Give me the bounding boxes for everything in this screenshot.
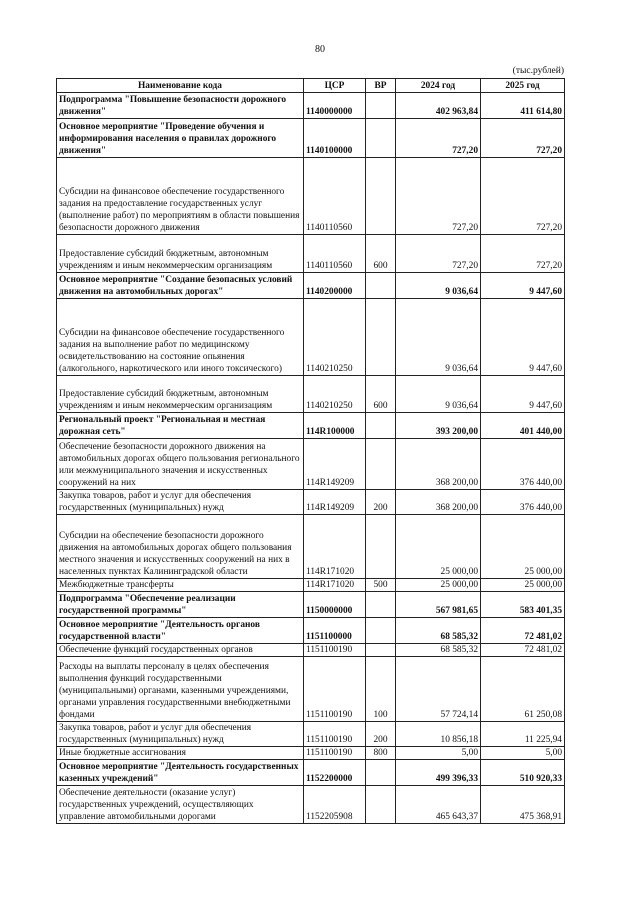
cell-2024: 727,20 [396,235,481,273]
cell-name: Основное мероприятие "Проведение обучения и информирования населения о правилах дорожного движения" [57,119,304,158]
units-label: (тыс.рублей) [512,66,564,76]
cell-vr: 200 [366,490,396,515]
cell-csr: 1140200000 [304,273,366,299]
table-row [57,158,565,235]
cell-name: Межбюджетные трансферты [57,579,304,592]
cell-vr [366,515,396,579]
table-row [57,235,565,273]
cell-2025: 401 440,00 [481,413,565,439]
cell-name: Закупка товаров, работ и услуг для обеспечения государственных (муниципальных) нужд [57,722,304,747]
cell-2025: 9 447,60 [481,273,565,299]
cell-name: Подпрограмма "Обеспечение реализации государственной программы" [57,592,304,618]
table-row [57,299,565,376]
header-csr: ЦСР [304,79,366,93]
cell-csr: 114R149209 [304,490,366,515]
cell-2025: 475 368,91 [481,786,565,824]
cell-csr: 1151100190 [304,644,366,657]
cell-2024: 727,20 [396,158,481,235]
cell-2024: 402 963,84 [396,93,481,119]
cell-vr: 800 [366,747,396,760]
cell-2024: 9 036,64 [396,299,481,376]
table-header-row [57,79,565,93]
cell-csr: 1140100000 [304,119,366,158]
cell-2024: 68 585,32 [396,644,481,657]
cell-name: Основное мероприятие "Деятельность органов государственной власти" [57,618,304,644]
cell-2024: 5,00 [396,747,481,760]
cell-2025: 376 440,00 [481,439,565,490]
cell-2024: 68 585,32 [396,618,481,644]
cell-vr: 100 [366,657,396,722]
cell-2024: 368 200,00 [396,439,481,490]
cell-2024: 9 036,64 [396,376,481,413]
cell-2025: 25 000,00 [481,515,565,579]
page-number: 80 [315,44,325,55]
cell-2024: 727,20 [396,119,481,158]
cell-2024: 57 724,14 [396,657,481,722]
cell-csr: 1140210250 [304,376,366,413]
header-2024: 2024 год [396,79,481,93]
cell-name: Закупка товаров, работ и услуг для обеспечения государственных (муниципальных) нужд [57,490,304,515]
cell-vr [366,618,396,644]
cell-vr [366,439,396,490]
cell-vr [366,760,396,786]
cell-2025: 11 225,94 [481,722,565,747]
table-row [57,786,565,824]
cell-2025: 583 401,35 [481,592,565,618]
cell-2024: 25 000,00 [396,515,481,579]
cell-2024: 25 000,00 [396,579,481,592]
cell-csr: 114R149209 [304,439,366,490]
cell-2024: 465 643,37 [396,786,481,824]
cell-vr [366,299,396,376]
header-vr: ВР [366,79,396,93]
cell-vr [366,413,396,439]
cell-name: Субсидии на финансовое обеспечение государственного задания на выполнение работ по медицинскому освидетельствованию на состояние опьянения (алкогольного, наркотического или иного токсического) [57,299,304,376]
cell-csr: 1152205908 [304,786,366,824]
cell-2025: 376 440,00 [481,490,565,515]
cell-csr: 1151100190 [304,722,366,747]
header-2025: 2025 год [481,79,565,93]
cell-name: Субсидии на обеспечение безопасности дорожного движения на автомобильных дорогах общего пользования местного значения и искусственных сооружений на них в населенных пунктах Калининградской области [57,515,304,579]
cell-2025: 72 481,02 [481,618,565,644]
cell-2024: 368 200,00 [396,490,481,515]
cell-2025: 9 447,60 [481,299,565,376]
cell-csr: 1150000000 [304,592,366,618]
table-row [57,592,565,618]
cell-name: Предоставление субсидий бюджетным, автономным учреждениям и иным некоммерческим организациям [57,376,304,413]
cell-name: Подпрограмма "Повышение безопасности дорожного движения" [57,93,304,119]
cell-name: Обеспечение функций государственных органов [57,644,304,657]
cell-csr: 1140110560 [304,235,366,273]
cell-2025: 411 614,80 [481,93,565,119]
cell-name: Региональный проект "Региональная и местная дорожная сеть" [57,413,304,439]
cell-vr [366,644,396,657]
cell-vr: 200 [366,722,396,747]
table-row [57,644,565,657]
cell-vr [366,93,396,119]
cell-2025: 72 481,02 [481,644,565,657]
cell-2025: 727,20 [481,158,565,235]
cell-vr [366,158,396,235]
cell-2024: 10 856,18 [396,722,481,747]
cell-csr: 114R171020 [304,515,366,579]
cell-csr: 1140110560 [304,158,366,235]
cell-vr [366,273,396,299]
table-row [57,376,565,413]
cell-2025: 727,20 [481,235,565,273]
cell-2025: 9 447,60 [481,376,565,413]
cell-vr [366,119,396,158]
cell-csr: 1140210250 [304,299,366,376]
cell-name: Обеспечение безопасности дорожного движения на автомобильных дорогах общего пользования регионального или межмуниципального значения и искусственных сооружений на них [57,439,304,490]
cell-name: Субсидии на финансовое обеспечение государственного задания на предоставление государственных услуг (выполнение работ) по мероприятиям в области повышения безопасности дорожного движения [57,158,304,235]
cell-name: Основное мероприятие "Создание безопасных условий движения на автомобильных дорогах" [57,273,304,299]
cell-2025: 61 250,08 [481,657,565,722]
table-row [57,618,565,644]
cell-csr: 1151100190 [304,657,366,722]
table-row [57,515,565,579]
cell-name: Обеспечение деятельности (оказание услуг) государственных учреждений, осуществляющих управление автомобильными дорогами [57,786,304,824]
table-row [57,657,565,722]
cell-name: Предоставление субсидий бюджетным, автономным учреждениям и иным некоммерческим организациям [57,235,304,273]
table-body [57,93,565,824]
table-row [57,579,565,592]
cell-vr [366,592,396,618]
table-row [57,413,565,439]
table-row [57,273,565,299]
cell-csr: 1140000000 [304,93,366,119]
cell-2025: 5,00 [481,747,565,760]
cell-name: Расходы на выплаты персоналу в целях обеспечения выполнения функций государственными (муниципальными) органами, казенными учреждениями, органами управления государственными внебюджетными фондами [57,657,304,722]
cell-vr: 600 [366,235,396,273]
header-name: Наименование кода [57,79,304,93]
cell-vr: 500 [366,579,396,592]
table-row [57,93,565,119]
cell-name: Иные бюджетные ассигнования [57,747,304,760]
cell-vr [366,786,396,824]
cell-csr: 114R171020 [304,579,366,592]
cell-2025: 510 920,33 [481,760,565,786]
cell-2024: 567 981,65 [396,592,481,618]
cell-2024: 9 036,64 [396,273,481,299]
cell-2025: 25 000,00 [481,579,565,592]
budget-table [56,78,565,824]
cell-name: Основное мероприятие "Деятельность государственных казенных учреждений" [57,760,304,786]
cell-csr: 1151100000 [304,618,366,644]
cell-csr: 1151100190 [304,747,366,760]
table-row [57,722,565,747]
cell-2024: 499 396,33 [396,760,481,786]
cell-csr: 1152200000 [304,760,366,786]
cell-2024: 393 200,00 [396,413,481,439]
cell-2025: 727,20 [481,119,565,158]
table-row [57,747,565,760]
cell-vr: 600 [366,376,396,413]
table-row [57,119,565,158]
table-row [57,490,565,515]
table-row [57,439,565,490]
table-row [57,760,565,786]
cell-csr: 114R100000 [304,413,366,439]
